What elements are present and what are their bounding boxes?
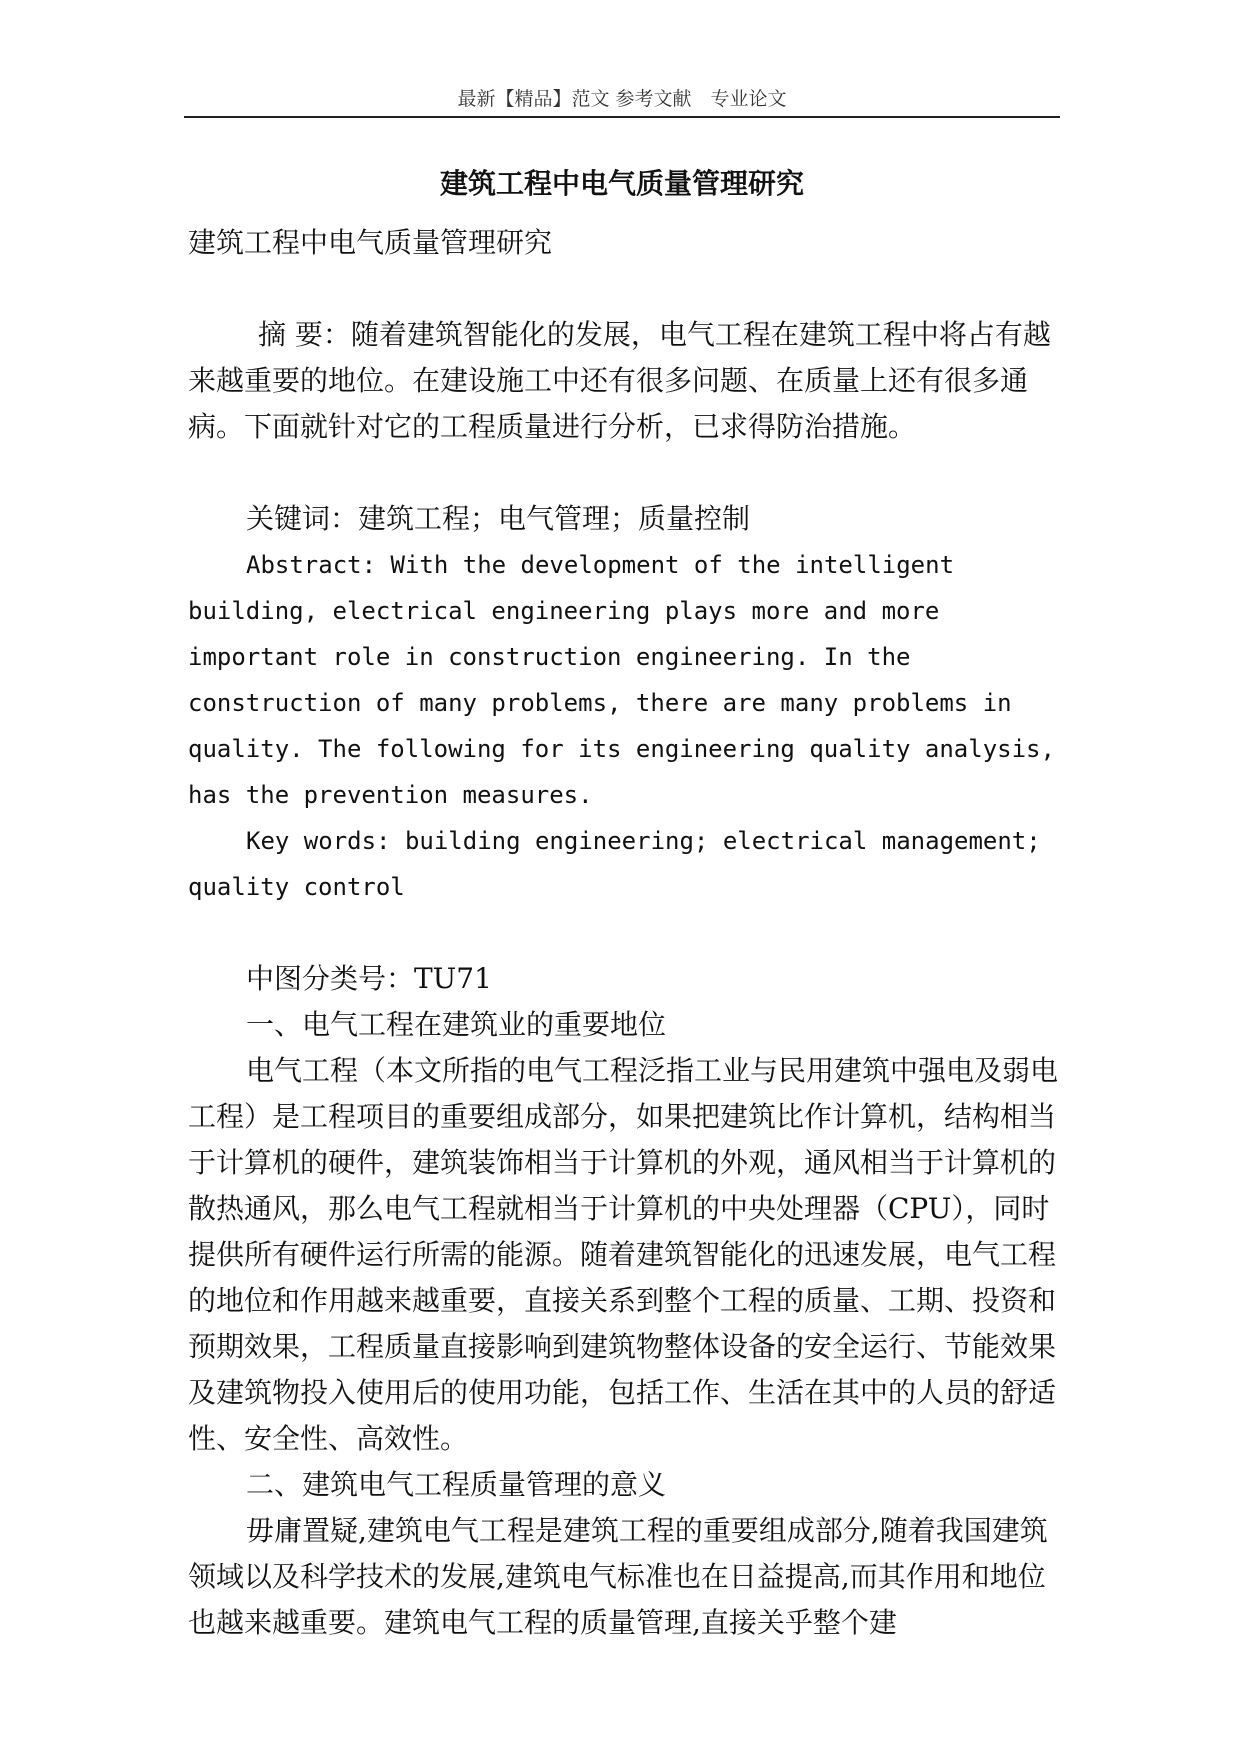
section-paragraph-1: 电气工程（本文所指的电气工程泛指工业与民用建筑中强电及弱电工程）是工程项目的重要组成部分，如果把建筑比作计算机，结构相当于计算机的硬件，建筑装饰相当于计算机的外观，通风相当于计算机的散热通风，那么电气工程就相当于计算机的中央处理器（CPU），同时提供所有硬件运行所需的能源。随着建筑智能化的迅速发展，电气工程的地位和作用越来越重要，直接关系到整个工程的质量、工期、投资和预期效果，工程质量直接影响到建筑物整体设备的安全运行、节能效果及建筑物投入使用后的使用功能，包括工作、生活在其中的人员的舒适性、安全性、高效性。 [188,1054,1059,1455]
section-heading-1: 一、电气工程在建筑业的重要地位 [246,1008,667,1041]
keywords-chinese: 关键词：建筑工程；电气管理；质量控制 [246,502,751,535]
header-divider [184,116,1060,118]
section-paragraph-2: 毋庸置疑,建筑电气工程是建筑工程的重要组成部分,随着我国建筑领域以及科学技术的发展,建筑电气标准也在日益提高,而其作用和地位也越来越重要。建筑电气工程的质量管理,直接关乎整个建 [188,1514,1048,1639]
spacer [188,910,1058,956]
page-header: 最新【精品】范文 参考文献 专业论文 [457,88,787,110]
abstract-chinese: 摘 要：随着建筑智能化的发展，电气工程在建筑工程中将占有越来越重要的地位。在建设施工中还有很多问题、在质量上还有很多通病。下面就针对它的工程质量进行分析，已求得防治措施。 [188,318,1051,443]
classification-number: 中图分类号：TU71 [246,962,492,995]
spacer [188,450,1058,496]
document-title: 建筑工程中电气质量管理研究 [439,167,804,200]
document-body [188,220,1058,1646]
section-heading-2: 二、建筑电气工程质量管理的意义 [246,1468,667,1501]
abstract-english: Abstract: With the development of the intelligent building, electrical engineering plays more and more important role in construction engineering. In the construction of many problems, there are many problems in quality. The following for its engineering quality analysis, has the prevention measures. [188,551,1055,809]
keywords-english: Key words: building engineering; electrical management; quality control [188,827,1041,901]
spacer [188,266,1058,312]
document-subtitle: 建筑工程中电气质量管理研究 [188,226,553,259]
